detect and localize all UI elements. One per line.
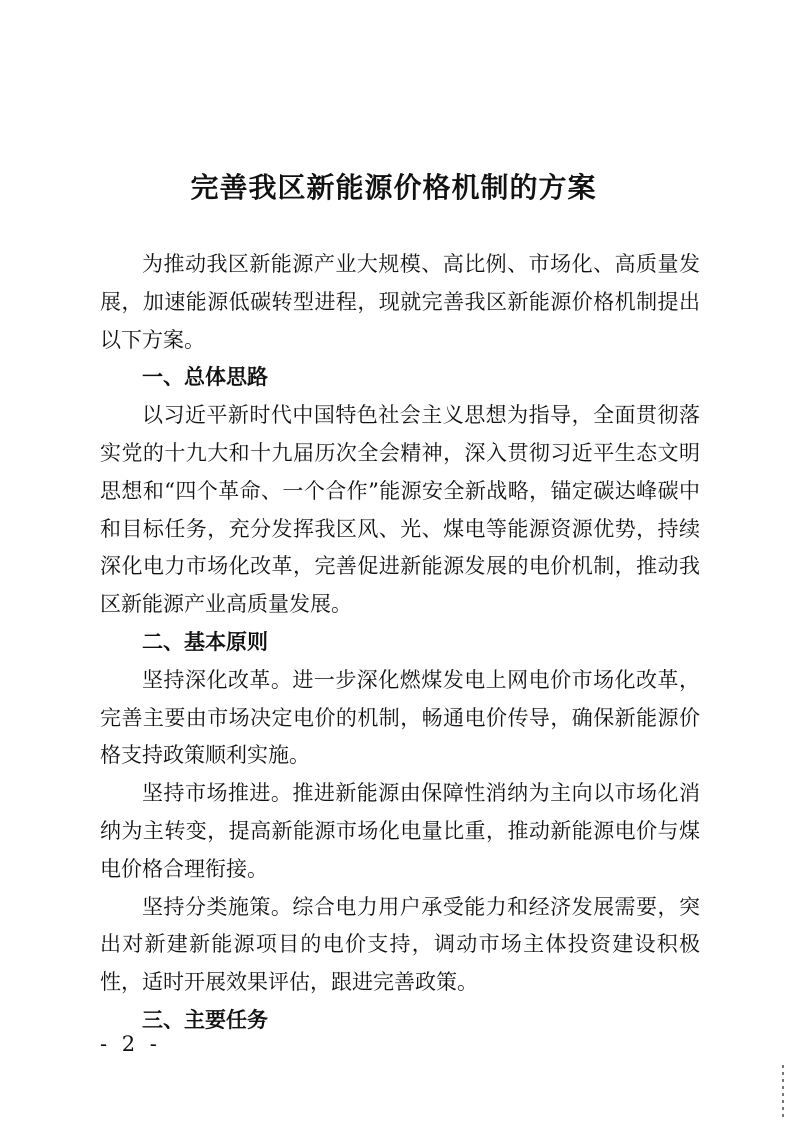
document-title: 完善我区新能源价格机制的方案	[190, 171, 597, 204]
section-heading-main-tasks: 三、主要任务	[142, 1007, 268, 1032]
principle-paragraph-reform: 坚持深化改革。进一步深化燃煤发电上网电价市场化改革，完善主要由市场决定电价的机制，畅通电价传导，确保新能源价格支持政策顺利实施。	[100, 667, 700, 768]
section-heading-basic-principles: 二、基本原则	[142, 629, 268, 654]
scan-edge-mark	[782, 1065, 784, 1120]
section-heading-overall-approach: 一、总体思路	[142, 365, 268, 390]
document-body	[100, 246, 700, 1040]
principle-paragraph-market: 坚持市场推进。推进新能源由保障性消纳为主向以市场化消纳为主转变，提高新能源市场化电量比重，推动新能源电价与煤电价格合理衔接。	[100, 781, 700, 881]
intro-paragraph: 为推动我区新能源产业大规模、高比例、市场化、高质量发展，加速能源低碳转型进程，现就完善我区新能源价格机制提出以下方案。	[100, 252, 700, 352]
overall-approach-paragraph: 以习近平新时代中国特色社会主义思想为指导，全面贯彻落实党的十九大和十九届历次全会精神，深入贯彻习近平生态文明思想和“四个革命、一个合作”能源安全新战略，锚定碳达峰碳中和目标任务，充分发挥我区风、光、煤电等能源资源优势，持续深化电力市场化改革，完善促进新能源发展的电价机制，推动我区新能源产业高质量发展。	[100, 403, 700, 617]
principle-paragraph-classified: 坚持分类施策。综合电力用户承受能力和经济发展需要，突出对新建新能源项目的电价支持，调动市场主体投资建设积极性，适时开展效果评估，跟进完善政策。	[100, 894, 700, 995]
page-number: - 2 -	[100, 1032, 161, 1056]
